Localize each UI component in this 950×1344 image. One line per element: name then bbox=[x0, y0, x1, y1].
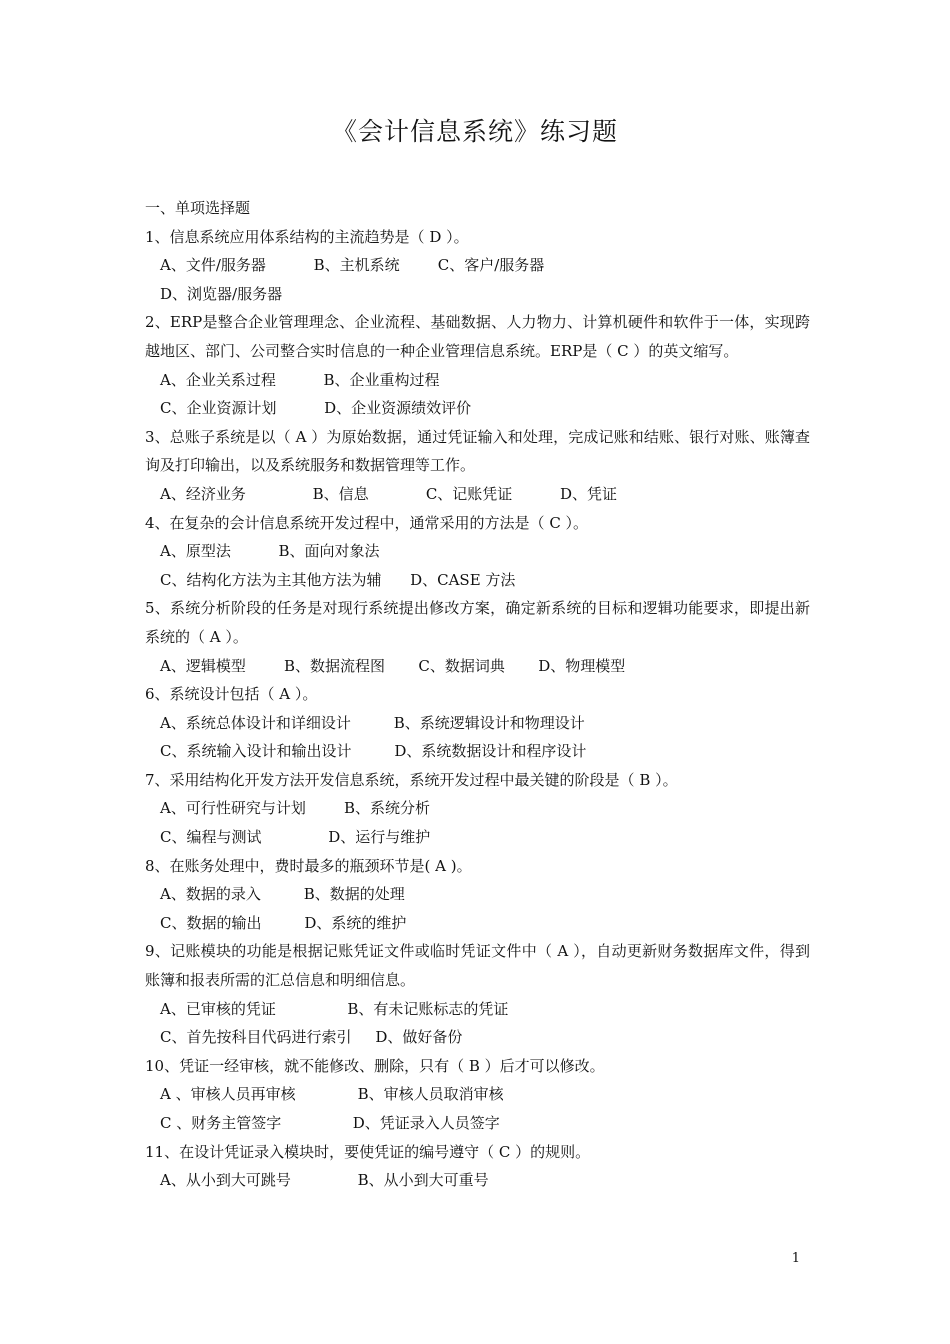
question-text: 4、在复杂的会计信息系统开发过程中，通常采用的方法是（ C ）。 bbox=[145, 513, 589, 532]
question-text: 5、系统分析阶段的任务是对现行系统提出修改方案，确定新系统的目标和逻辑功能要求，即提出新系统的（ A ）。 bbox=[145, 599, 810, 646]
option-line: C、数据的输出 D、系统的维护 bbox=[160, 913, 407, 932]
option-line: A、数据的录入 B、数据的处理 bbox=[160, 885, 405, 904]
option-line: A、从小到大可跳号 B、从小到大可重号 bbox=[160, 1171, 489, 1190]
option-line: D、浏览器/服务器 bbox=[160, 284, 283, 303]
option-line: A、已审核的凭证 B、有未记账标志的凭证 bbox=[160, 999, 509, 1018]
option-line: A、逻辑模型 B、数据流程图 C、数据词典 D、物理模型 bbox=[160, 656, 626, 675]
question-text: 7、采用结构化开发方法开发信息系统，系统开发过程中最关键的阶段是（ B ）。 bbox=[145, 770, 678, 789]
option-line: A、原型法 B、面向对象法 bbox=[160, 542, 380, 561]
option-line: C、编程与测试 D、运行与维护 bbox=[160, 828, 431, 847]
option-line: A、可行性研究与计划 B、系统分析 bbox=[160, 799, 431, 818]
option-line: A、系统总体设计和详细设计 B、系统逻辑设计和物理设计 bbox=[160, 713, 585, 732]
option-line: C、系统输入设计和输出设计 D、系统数据设计和程序设计 bbox=[160, 742, 587, 761]
document-title: 《会计信息系统》练习题 bbox=[331, 117, 618, 146]
question-list bbox=[145, 194, 810, 1195]
option-line: A、经济业务 B、信息 C、记账凭证 D、凭证 bbox=[160, 484, 618, 503]
option-line: C、结构化方法为主其他方法为辅 D、CASE 方法 bbox=[160, 570, 516, 589]
question-text: 10、凭证一经审核，就不能修改、删除，只有（ B ）后才可以修改。 bbox=[145, 1056, 605, 1075]
section-heading: 一、单项选择题 bbox=[145, 199, 251, 217]
question-text: 11、在设计凭证录入模块时，要使凭证的编号遵守（ C ）的规则。 bbox=[145, 1142, 591, 1161]
question-text: 6、系统设计包括（ A ）。 bbox=[145, 685, 318, 704]
option-line: A、企业关系过程 B、企业重构过程 bbox=[160, 370, 440, 389]
question-text: 3、总账子系统是以（ A ）为原始数据，通过凭证输入和处理，完成记账和结账、银行对账、账簿查询及打印输出，以及系统服务和数据管理等工作。 bbox=[145, 427, 810, 475]
option-line: A 、审核人员再审核 B、审核人员取消审核 bbox=[160, 1085, 504, 1104]
question-text: 1、信息系统应用体系结构的主流趋势是（ D ）。 bbox=[145, 227, 469, 246]
page-number: 1 bbox=[791, 1251, 800, 1266]
question-text: 8、在账务处理中，费时最多的瓶颈环节是( A )。 bbox=[145, 856, 472, 875]
option-line: C、首先按科目代码进行索引 D、做好备份 bbox=[160, 1028, 463, 1047]
option-line: C 、财务主管签字 D、凭证录入人员签字 bbox=[160, 1114, 500, 1132]
option-line: C、企业资源计划 D、企业资源绩效评价 bbox=[160, 399, 472, 418]
question-text: 9、记账模块的功能是根据记账凭证文件或临时凭证文件中（ A ），自动更新财务数据库文件，得到账簿和报表所需的汇总信息和明细信息。 bbox=[145, 942, 810, 990]
option-line: A、文件/服务器 B、主机系统 C、客户/服务器 bbox=[160, 256, 545, 275]
question-text: 2、ERP是整合企业管理理念、企业流程、基础数据、人力物力、计算机硬件和软件于一体，实现跨越地区、部门、公司整合实时信息的一种企业管理信息系统。ERP是（ C ）的英文缩写。 bbox=[145, 313, 810, 360]
